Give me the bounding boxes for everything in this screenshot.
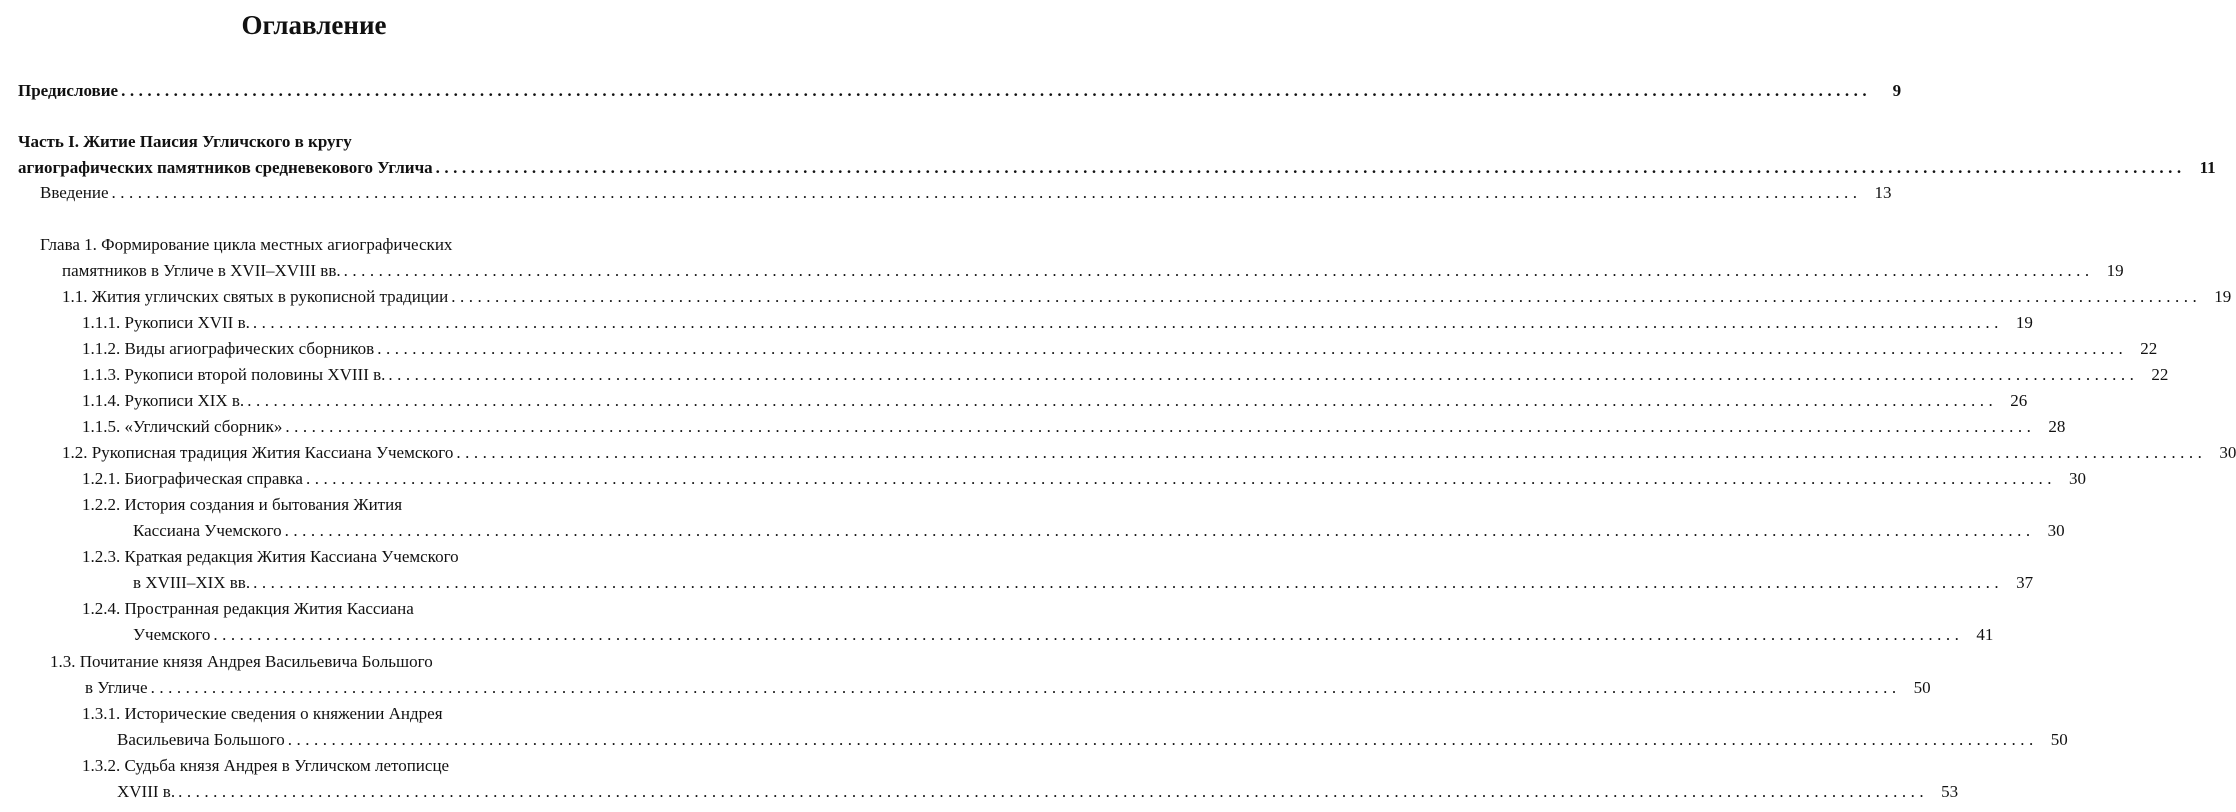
leader-dots: ........................................................................................................................................................................................................ [305, 469, 2056, 488]
toc-page-number: 13 [1874, 183, 1892, 202]
toc-page-number: 9 [1892, 81, 1902, 100]
toc-entry-title: 1.1.2. Виды агиографических сборников [82, 337, 377, 361]
toc-page-number: 30 [2047, 521, 2065, 540]
toc-entry-title: 1.1.4. Рукописи XIX в. [82, 389, 247, 413]
toc-page-number: 28 [2048, 417, 2066, 436]
toc-page-number: 50 [1913, 678, 1931, 697]
toc-page-number: 30 [2068, 469, 2086, 488]
leader-dots: ........................................................................................................................................................................................................ [121, 81, 1872, 100]
toc-entry-title: 1.2.3. Краткая редакция Жития Кассиана Учемского [82, 547, 459, 566]
toc-entry-title: 1.3.1. Исторические сведения о княжении Андрея [82, 704, 443, 723]
leader-dots: ........................................................................................................................................................................................................ [377, 339, 2128, 358]
toc-entry-line [82, 311, 2033, 335]
toc-entry-line [133, 623, 1994, 647]
toc-entry-title: 1.2. Рукописная традиция Жития Кассиана Учемского [62, 441, 456, 465]
toc-entry-title: 1.1. Жития угличских святых в рукописной традиции [62, 285, 451, 309]
toc-page-number: 41 [1976, 625, 1994, 644]
toc-entry-line [117, 780, 1959, 804]
leader-dots: ........................................................................................................................................................................................................ [287, 730, 2038, 749]
toc-page-number: 22 [2151, 365, 2169, 384]
leader-dots: ........................................................................................................................................................................................................ [111, 183, 1862, 202]
leader-dots: ........................................................................................................................................................................................................ [253, 573, 2004, 592]
leader-dots: ........................................................................................................................................................................................................ [213, 625, 1964, 644]
toc-page-number: 53 [1941, 782, 1959, 801]
leader-dots: ........................................................................................................................................................................................................ [150, 678, 1901, 697]
page-title: Оглавление [241, 10, 387, 40]
leader-dots: ........................................................................................................................................................................................................ [247, 391, 1998, 410]
toc-entry-title: 1.2.4. Пространная редакция Жития Кассиана [82, 599, 414, 618]
toc-page-number: 11 [2199, 158, 2216, 177]
toc-entry-line [82, 415, 2066, 439]
toc-entry-title: Введение [40, 181, 112, 205]
leader-dots: ........................................................................................................................................................................................................ [284, 521, 2035, 540]
toc-entry-line [18, 79, 1902, 103]
toc-entry-title: Глава 1. Формирование цикла местных агиографических [40, 235, 453, 254]
toc-entry-title-cont: Васильевича Большого [117, 728, 288, 752]
toc-entry-title-cont: в Угличе [85, 676, 151, 700]
leader-dots: ........................................................................................................................................................................................................ [451, 287, 2202, 306]
toc-entry-title-cont: Учемского [133, 623, 213, 647]
toc-entry-title: 1.2.1. Биографическая справка [82, 467, 306, 491]
toc-entry-line [82, 363, 2169, 387]
toc-entry-title: 1.1.5. «Угличский сборник» [82, 415, 285, 439]
toc-page-number: 37 [2016, 573, 2034, 592]
leader-dots: ........................................................................................................................................................................................................ [252, 313, 2003, 332]
leader-dots: ........................................................................................................................................................................................................ [178, 782, 1929, 801]
toc-page-number: 19 [2106, 261, 2124, 280]
toc-entry-title: 1.2.2. История создания и бытования Жития [82, 495, 403, 514]
toc-entry-line [62, 441, 2236, 465]
toc-entry-title-cont: в XVIII–XIX вв. [133, 571, 253, 595]
toc-entry-line [133, 519, 2065, 543]
toc-entry-line [82, 467, 2086, 491]
toc-page-number: 22 [2140, 339, 2158, 358]
toc-page-number: 30 [2219, 443, 2236, 462]
leader-dots: ........................................................................................................................................................................................................ [343, 261, 2094, 280]
toc-entry-line [82, 389, 2028, 413]
toc-entry-line [117, 728, 2068, 752]
toc-entry-title-cont: агиографических памятников средневекового Углича [18, 156, 436, 180]
toc-entry-line [82, 337, 2158, 361]
toc-entry-line [40, 181, 1892, 205]
leader-dots: ........................................................................................................................................................................................................ [435, 158, 2186, 177]
toc-entry-title-cont: XVIII в. [117, 780, 178, 804]
toc-entry-title-cont: Кассиана Учемского [133, 519, 285, 543]
toc-entry-title: Предисловие [18, 79, 121, 103]
toc-page-number: 19 [2214, 287, 2232, 306]
toc-page-number: 50 [2050, 730, 2068, 749]
leader-dots: ........................................................................................................................................................................................................ [388, 365, 2139, 384]
toc-entry-title: 1.3. Почитание князя Андрея Васильевича Большого [50, 652, 433, 671]
toc-entry-title: 1.3.2. Судьба князя Андрея в Угличском летописце [82, 756, 450, 775]
leader-dots: ........................................................................................................................................................................................................ [285, 417, 2036, 436]
toc-entry-title: 1.1.3. Рукописи второй половины XVIII в. [82, 363, 388, 387]
toc-entry-line [62, 285, 2232, 309]
toc-entry-line [18, 156, 2216, 180]
toc-entry-line [62, 259, 2124, 283]
toc-entry-title: Часть I. Житие Паисия Угличского в кругу [18, 132, 352, 151]
toc-entry-title: 1.1.1. Рукописи XVII в. [82, 311, 253, 335]
toc-page-number: 26 [2010, 391, 2028, 410]
toc-entry-title-cont: памятников в Угличе в XVII–XVIII вв. [62, 259, 344, 283]
toc-entry-line [85, 676, 1931, 700]
leader-dots: ........................................................................................................................................................................................................ [456, 443, 2207, 462]
toc-entry-line [133, 571, 2034, 595]
toc-page-number: 19 [2015, 313, 2033, 332]
